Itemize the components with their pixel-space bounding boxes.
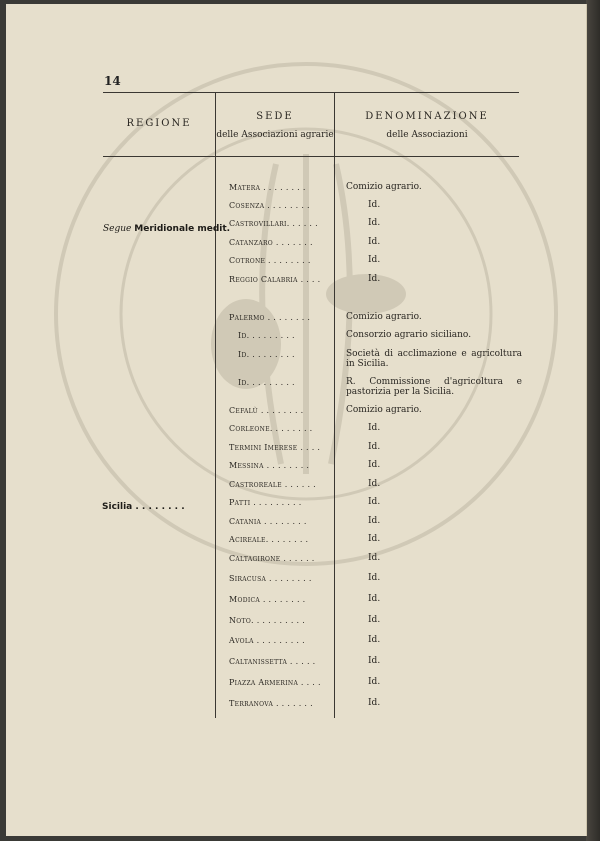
region-meridionale bbox=[103, 224, 230, 234]
table-row-sede: Palermo . . . . . . . . bbox=[229, 313, 311, 322]
table-row-sede: Avola . . . . . . . . . bbox=[229, 636, 305, 645]
table-row-sede: Terranova . . . . . . . bbox=[229, 699, 313, 708]
denominazione-heading: DENOMINAZIONE bbox=[365, 111, 489, 122]
table-row-sede: Noto. . . . . . . . . . bbox=[229, 616, 306, 625]
sede-heading: SEDE bbox=[256, 111, 294, 122]
table-row-denominazione: Id. bbox=[368, 573, 381, 583]
table-row-denominazione: Id. bbox=[368, 255, 381, 265]
table-row-sede: Modica . . . . . . . . bbox=[229, 595, 306, 604]
table-row-denominazione: Comizio agrario. bbox=[346, 182, 422, 192]
region-prefix: Segue bbox=[103, 224, 132, 234]
table-row-denominazione: Id. bbox=[368, 698, 381, 708]
column-divider-1 bbox=[215, 92, 216, 718]
table-row-denominazione: Id. bbox=[368, 218, 381, 228]
table-row-denominazione: Id. bbox=[368, 534, 381, 544]
table-row-denominazione: Id. bbox=[368, 553, 381, 563]
table-row-sede: Id. . . . . . . . . bbox=[238, 378, 295, 387]
table-row-sede: Acireale. . . . . . . . bbox=[229, 535, 309, 544]
header-denominazione bbox=[335, 111, 519, 140]
table-row-sede: Corleone. . . . . . . . bbox=[229, 424, 313, 433]
table-row-sede: Piazza Armerina . . . . bbox=[229, 678, 321, 687]
table-row-denominazione: Id. bbox=[368, 274, 381, 284]
table-row-denominazione: Comizio agrario. bbox=[346, 405, 422, 415]
table-row-sede: Cosenza . . . . . . . . bbox=[229, 201, 310, 210]
table-row-sede: Cotrone . . . . . . . . bbox=[229, 256, 311, 265]
sede-subheading: delle Associazioni agrarie bbox=[216, 130, 334, 140]
region-meridionale-name: Meridionale medit. bbox=[134, 224, 231, 234]
table-row-sede: Matera . . . . . . . . bbox=[229, 183, 306, 192]
header-regione bbox=[103, 118, 215, 129]
column-divider-2 bbox=[334, 92, 335, 718]
page-number: 14 bbox=[104, 74, 121, 88]
table-row-sede: Catania . . . . . . . . bbox=[229, 517, 307, 526]
table-row-denominazione: Id. bbox=[368, 460, 381, 470]
table-row-denominazione: Id. bbox=[368, 237, 381, 247]
table-row-denominazione: Id. bbox=[368, 656, 381, 666]
table-row-sede: Reggio Calabria . . . . bbox=[229, 275, 321, 284]
table-row-denominazione: Comizio agrario. bbox=[346, 312, 422, 322]
table-row-denominazione: Consorzio agrario siciliano. bbox=[346, 330, 472, 340]
table-row-denominazione: Id. bbox=[368, 423, 381, 433]
table-row-denominazione: Società di acclimazione e agricoltura in Sicilia. bbox=[346, 349, 522, 369]
denominazione-subheading: delle Associazioni bbox=[386, 130, 468, 140]
table-row-denominazione: Id. bbox=[368, 442, 381, 452]
table-row-sede: Catanzaro . . . . . . . bbox=[229, 238, 313, 247]
table-row-denominazione: Id. bbox=[368, 635, 381, 645]
page-edge bbox=[586, 0, 600, 841]
table-row-sede: Caltanissetta . . . . . bbox=[229, 657, 316, 666]
table-row-denominazione: Id. bbox=[368, 615, 381, 625]
region-sicilia-name: Sicilia . . . . . . . . bbox=[102, 502, 185, 512]
table-row-denominazione: Id. bbox=[368, 497, 381, 507]
table-row-sede: Caltagirone . . . . . . bbox=[229, 554, 315, 563]
table-row-sede: Termini Imerese . . . . bbox=[229, 443, 321, 452]
regione-heading: REGIONE bbox=[126, 118, 192, 129]
header-sede bbox=[216, 111, 334, 140]
document-page bbox=[6, 4, 587, 836]
table-row-denominazione: Id. bbox=[368, 479, 381, 489]
header-bottom-rule bbox=[103, 156, 519, 157]
table-row-sede: Id. . . . . . . . . bbox=[238, 350, 295, 359]
table-row-sede: Cefalù . . . . . . . . bbox=[229, 406, 304, 415]
table-row-sede: Castrovillari. . . . . . bbox=[229, 219, 318, 228]
table-row-denominazione: R. Commissione d'agricoltura e pastorizia per la Sicilia. bbox=[346, 377, 522, 397]
table-row-sede: Id. . . . . . . . . bbox=[238, 331, 295, 340]
table-row-sede: Patti . . . . . . . . . bbox=[229, 498, 302, 507]
table-row-sede: Messina . . . . . . . . bbox=[229, 461, 310, 470]
table-row-denominazione: Id. bbox=[368, 516, 381, 526]
table-row-denominazione: Id. bbox=[368, 594, 381, 604]
region-sicilia bbox=[102, 502, 185, 512]
table-row-denominazione: Id. bbox=[368, 677, 381, 687]
table-row-sede: Castroreale . . . . . . bbox=[229, 480, 317, 489]
table-row-sede: Siracusa . . . . . . . . bbox=[229, 574, 312, 583]
table-row-denominazione: Id. bbox=[368, 200, 381, 210]
header-top-rule bbox=[103, 92, 519, 93]
